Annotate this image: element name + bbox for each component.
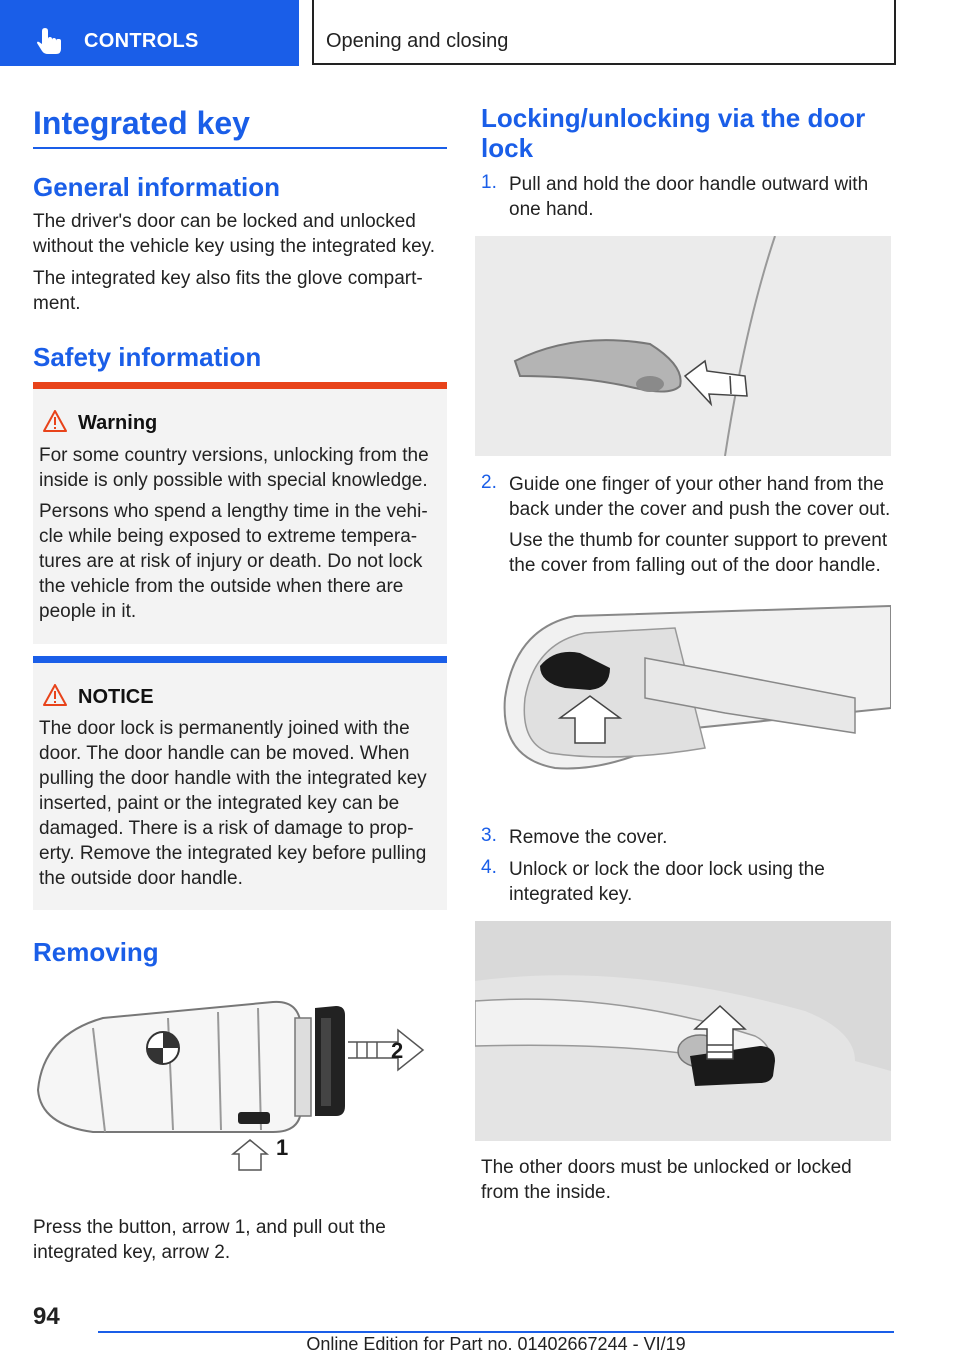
notice-box	[33, 656, 447, 910]
heading-removing: Removing	[33, 937, 159, 967]
door-lock-key-figure	[475, 921, 891, 1141]
step-4-number: 4.	[481, 857, 497, 878]
warning-triangle-icon	[43, 410, 67, 432]
page-number: 94	[33, 1303, 60, 1330]
closing-paragraph: The other doors must be unlocked or locked from the inside.	[481, 1157, 852, 1203]
warning-label: Warning	[78, 412, 158, 434]
hand-pointer-icon	[36, 28, 64, 56]
step-1-text: Pull and hold the door handle outward with one hand.	[509, 174, 869, 220]
step-2-extra: Use the thumb for counter support to prevent the cover from falling out of the door handle.	[509, 530, 888, 576]
footer-rule	[98, 1331, 894, 1333]
step-2-text: Guide one finger of your other hand from the back under the cover and push the cover out.	[509, 474, 891, 520]
general-paragraph-2: The integrated key also fits the glove compart-ment.	[33, 268, 423, 314]
warning-paragraph-2: Persons who spend a lengthy time in the vehi-cle while being exposed to extreme tempera-tures are at risk of injury or death. Do not lock the vehicle from the outside when there are people in it.	[39, 501, 428, 622]
door-handle-cover-figure	[495, 598, 891, 776]
step-3-number: 3.	[481, 825, 497, 846]
general-paragraph-1: The driver's door can be locked and unlocked without the vehicle key using the integrated key.	[33, 211, 436, 257]
notice-triangle-icon	[43, 684, 67, 706]
step-1-number: 1.	[481, 172, 497, 193]
door-handle-figure-1	[475, 236, 891, 456]
page-header-title: Opening and closing	[326, 30, 509, 52]
footer-edition: Online Edition for Part no. 01402667244 - VI/19	[306, 1334, 686, 1354]
warning-paragraph-1: For some country versions, unlocking from the inside is only possible with special knowledge.	[39, 445, 429, 491]
warning-box	[33, 382, 447, 644]
figure-label-1: 1	[276, 1135, 289, 1160]
step-3-text: Remove the cover.	[509, 827, 668, 848]
notice-label: NOTICE	[78, 686, 154, 708]
section-label: CONTROLS	[84, 30, 199, 52]
warning-bar	[33, 382, 447, 389]
figure-label-2: 2	[391, 1038, 404, 1063]
integrated-key-figure	[33, 990, 447, 1180]
step-4-text: Unlock or lock the door lock using the integrated key.	[509, 859, 825, 905]
heading-safety-information: Safety information	[33, 342, 262, 372]
page-title: Integrated key	[33, 105, 250, 141]
removing-caption: Press the button, arrow 1, and pull out the integrated key, arrow 2.	[33, 1217, 386, 1263]
heading-general-information: General information	[33, 172, 281, 202]
title-rule	[33, 147, 447, 149]
notice-bar	[33, 656, 447, 663]
step-2-number: 2.	[481, 472, 497, 493]
heading-locking-unlocking: Locking/unlocking via the door lock	[481, 103, 866, 163]
notice-paragraph: The door lock is permanently joined with the door. The door handle can be moved. When pulling the door handle with the integrated key inserted, paint or the integrated key can be damaged. There is a risk of damage to prop-erty. Remove the integrated key before pulling the outside door handle.	[39, 718, 427, 889]
